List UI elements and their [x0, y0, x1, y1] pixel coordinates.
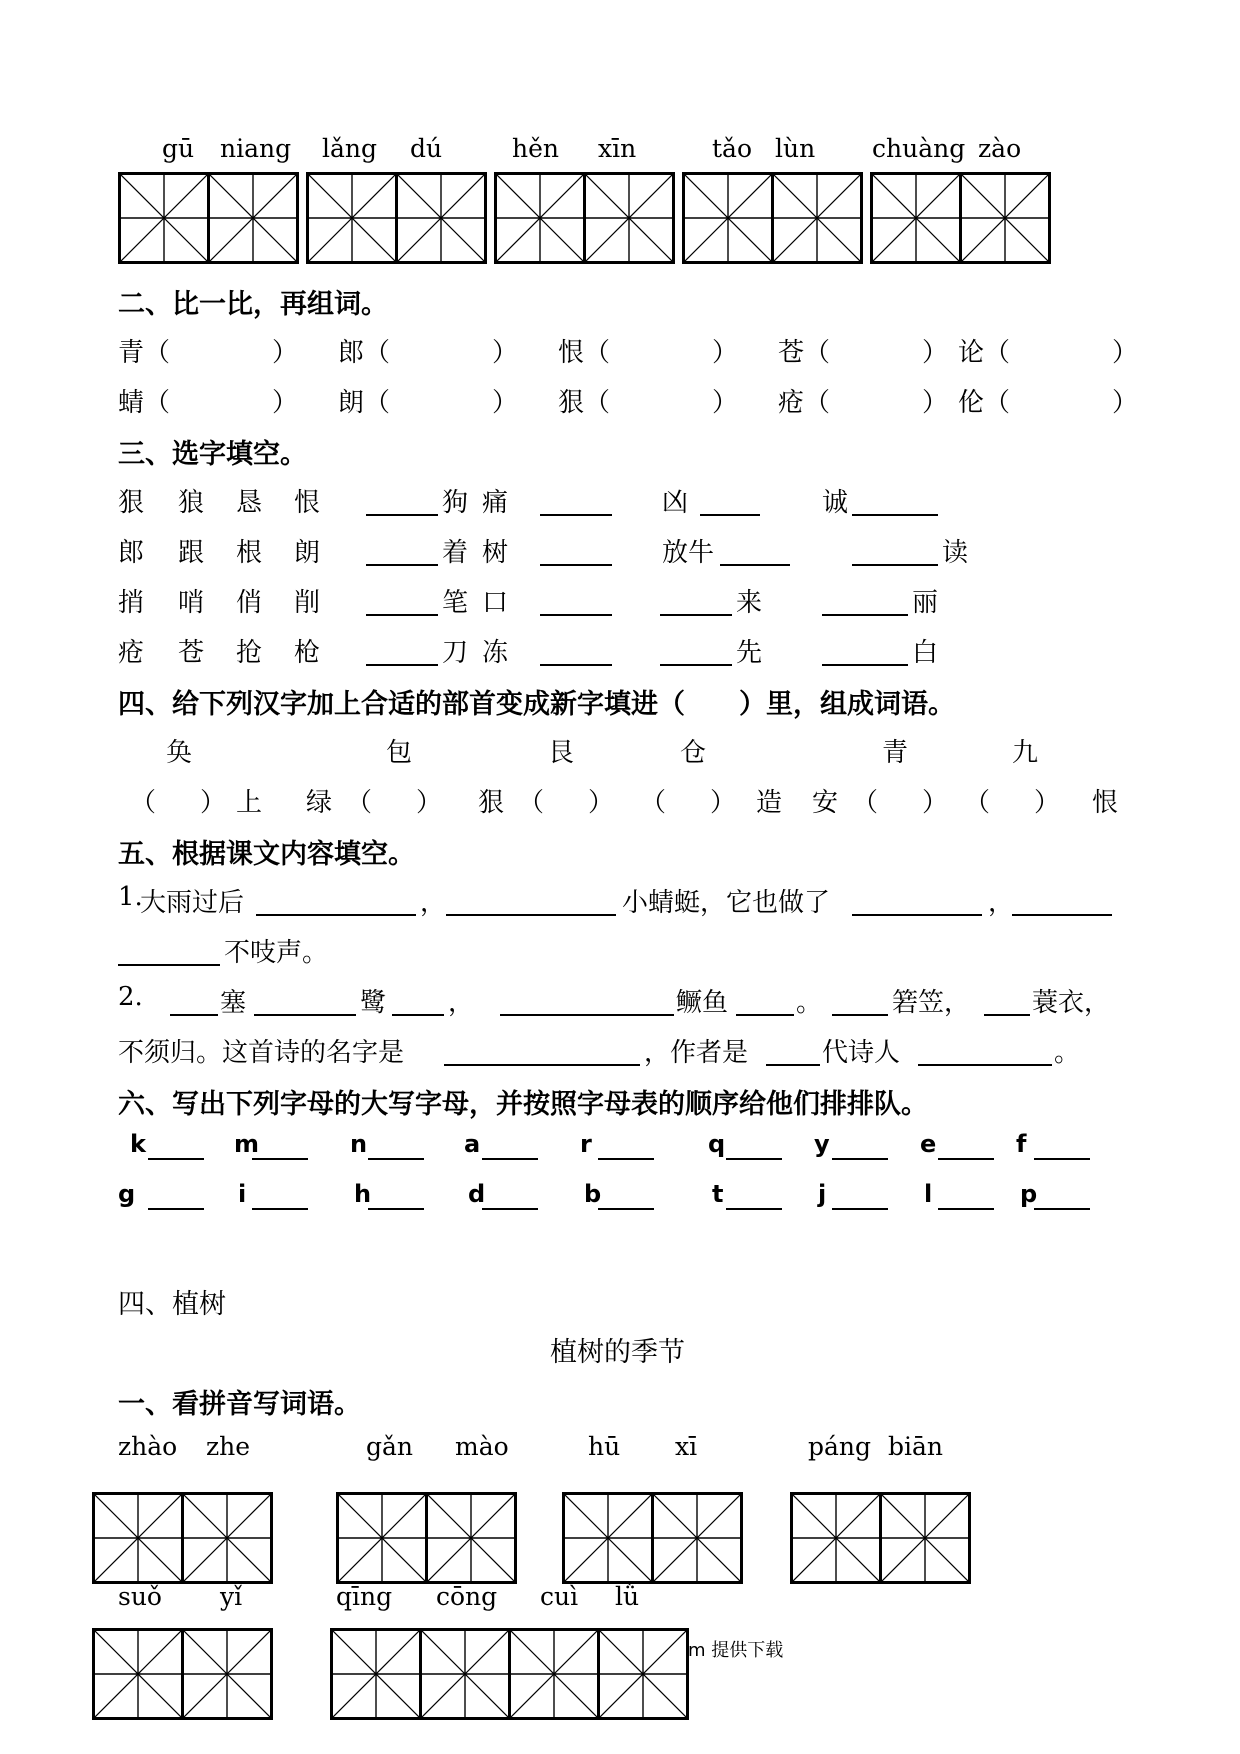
pinyin-syllable: xī [675, 1432, 698, 1461]
radical-word: 绿 [306, 788, 333, 818]
unit-char-box[interactable] [879, 1492, 971, 1584]
paren-close: ） [200, 788, 227, 818]
lowercase-letter: a [464, 1130, 481, 1158]
q2-blank-7[interactable] [984, 1014, 1030, 1016]
paren-open: （ [852, 788, 879, 818]
q2-blank-10[interactable] [918, 1064, 1052, 1066]
unit-char-box[interactable] [419, 1628, 511, 1720]
fill-word: 凶 [662, 488, 689, 518]
lowercase-letter: i [238, 1180, 247, 1208]
choice-char: 抢 [236, 638, 263, 668]
q1-blank-4[interactable] [1012, 914, 1112, 916]
base-char: 奂 [166, 738, 193, 768]
q2-blank-3[interactable] [392, 1014, 444, 1016]
unit-char-box[interactable] [508, 1628, 600, 1720]
pinyin-syllable: gū [162, 134, 195, 163]
pinyin-syllable: chuàng [872, 134, 966, 163]
paren-close: ） [710, 788, 737, 818]
fill-blank[interactable] [540, 564, 612, 566]
char-box[interactable] [870, 172, 962, 264]
fill-word: 读 [942, 538, 969, 568]
base-char: 九 [1012, 738, 1039, 768]
uppercase-blank[interactable] [598, 1208, 654, 1210]
pinyin-syllable: xīn [598, 134, 637, 163]
char-box[interactable] [959, 172, 1051, 264]
paren-open: （ [518, 788, 545, 818]
fill-word: 诚 [822, 488, 849, 518]
paren-close: ） [272, 388, 299, 418]
uppercase-blank[interactable] [368, 1208, 424, 1210]
fill-word: 冻 [482, 638, 509, 668]
section-4-heading: 四、给下列汉字加上合适的部首变成新字填进（ ）里，组成词语。 [118, 689, 955, 720]
paren-close: ） [922, 388, 949, 418]
radical-word: 安 [812, 788, 839, 818]
q1-text-3: 小蜻蜓，它也做了 [622, 888, 831, 918]
lowercase-letter: k [130, 1130, 146, 1158]
pinyin-syllable: cōng [436, 1582, 498, 1611]
fill-blank[interactable] [822, 664, 908, 666]
section-2-heading: 二、比一比，再组词。 [118, 289, 388, 320]
choice-char: 削 [294, 588, 321, 618]
radical-word: 造 [756, 788, 783, 818]
unit-char-box[interactable] [92, 1492, 184, 1584]
lowercase-letter: t [712, 1180, 724, 1208]
paren-close: ） [712, 388, 739, 418]
fill-blank[interactable] [366, 564, 438, 566]
choice-char: 朗 [294, 538, 321, 568]
char-box[interactable] [395, 172, 487, 264]
lowercase-letter: j [818, 1180, 827, 1208]
pinyin-syllable: niang [220, 134, 292, 163]
uppercase-blank[interactable] [482, 1208, 538, 1210]
word-char: 疮（ [778, 388, 831, 418]
unit-char-box[interactable] [597, 1628, 689, 1720]
lowercase-letter: p [1020, 1180, 1038, 1208]
paren-close: ） [272, 338, 299, 368]
pinyin-syllable: hěn [512, 134, 559, 163]
fill-blank[interactable] [366, 514, 438, 516]
lowercase-letter: y [814, 1130, 830, 1158]
choice-char: 根 [236, 538, 263, 568]
q2-text-10: 代诗人 [822, 1038, 901, 1068]
fill-word: 丽 [912, 588, 939, 618]
lowercase-letter: e [920, 1130, 937, 1158]
paren-close: ） [922, 788, 949, 818]
word-char: 狠（ [558, 388, 611, 418]
section-3-heading: 三、选字填空。 [118, 439, 307, 470]
q1-text-4: ， [988, 888, 1015, 918]
paren-close: ） [1112, 338, 1139, 368]
q2-blank-4[interactable] [500, 1014, 674, 1016]
unit-char-box[interactable] [790, 1492, 882, 1584]
fill-word: 着 [442, 538, 469, 568]
fill-word: 狗 [442, 488, 469, 518]
radical-word: 上 [236, 788, 263, 818]
unit-char-box[interactable] [562, 1492, 654, 1584]
q2-text-6: 箬笠， [892, 988, 971, 1018]
lowercase-letter: b [584, 1180, 602, 1208]
q1-blank-5[interactable] [118, 964, 220, 966]
q2-text-8: 不须归。这首诗的名字是 [118, 1038, 405, 1068]
choice-char: 捎 [118, 588, 145, 618]
pinyin-syllable: lùn [775, 134, 816, 163]
pinyin-syllable: hū [588, 1432, 621, 1461]
unit-char-box[interactable] [330, 1628, 422, 1720]
base-char: 青 [882, 738, 909, 768]
char-box[interactable] [494, 172, 586, 264]
q2-text-4: 鳜鱼 [676, 988, 729, 1018]
unit-char-box[interactable] [651, 1492, 743, 1584]
fill-blank[interactable] [660, 664, 732, 666]
section-5-heading: 五、根据课文内容填空。 [118, 839, 415, 870]
fill-blank[interactable] [540, 614, 612, 616]
choice-char: 恨 [294, 488, 321, 518]
fill-blank[interactable] [366, 614, 438, 616]
lowercase-letter: r [580, 1130, 592, 1158]
base-char: 艮 [548, 738, 575, 768]
base-char: 仓 [680, 738, 707, 768]
unit-char-box[interactable] [181, 1628, 273, 1720]
word-char: 苍（ [778, 338, 831, 368]
pinyin-syllable: qīng [336, 1582, 393, 1611]
lowercase-letter: g [118, 1180, 136, 1208]
fill-word: 笔 [442, 588, 469, 618]
lesson-sub-heading: 一、看拼音写词语。 [118, 1389, 361, 1420]
word-char: 恨（ [558, 338, 611, 368]
paren-close: ） [492, 338, 519, 368]
unit-char-box[interactable] [425, 1492, 517, 1584]
choice-char: 疮 [118, 638, 145, 668]
lowercase-letter: n [350, 1130, 368, 1158]
pinyin-syllable: zào [978, 134, 1022, 163]
q2-blank-6[interactable] [832, 1014, 888, 1016]
uppercase-blank[interactable] [832, 1208, 888, 1210]
paren-open: （ [640, 788, 667, 818]
unit-char-box[interactable] [181, 1492, 273, 1584]
word-char: 论（ [958, 338, 1011, 368]
q2-text-9: ，作者是 [644, 1038, 749, 1068]
q2-text-7: 蓑衣， [1032, 988, 1111, 1018]
pinyin-syllable: yǐ [220, 1582, 243, 1611]
uppercase-blank[interactable] [1034, 1208, 1090, 1210]
q2-text-5: 。 [796, 988, 823, 1018]
pinyin-syllable: lǎng [322, 134, 378, 163]
uppercase-blank[interactable] [938, 1158, 994, 1160]
char-box[interactable] [771, 172, 863, 264]
q2-blank-1[interactable] [170, 1014, 218, 1016]
paren-close: ） [492, 388, 519, 418]
pinyin-syllable: tǎo [712, 134, 753, 163]
q1-blank-2[interactable] [446, 914, 616, 916]
q2-text-2: 鹭 [360, 988, 387, 1018]
q1-number: 1. [118, 882, 143, 912]
q2-text-11: 。 [1054, 1038, 1081, 1068]
word-char: 朗（ [338, 388, 391, 418]
char-box[interactable] [207, 172, 299, 264]
q2-blank-2[interactable] [254, 1014, 356, 1016]
unit-heading: 四、植树 [118, 1289, 226, 1320]
word-char: 郎（ [338, 338, 391, 368]
paren-close: ） [712, 338, 739, 368]
fill-blank[interactable] [660, 614, 732, 616]
paren-close: ） [416, 788, 443, 818]
paren-close: ） [922, 338, 949, 368]
radical-word: 狠 [478, 788, 505, 818]
pinyin-syllable: mào [455, 1432, 509, 1461]
fill-word: 白 [912, 638, 939, 668]
fill-word: 来 [736, 588, 763, 618]
q2-number: 2. [118, 982, 143, 1012]
uppercase-blank[interactable] [832, 1158, 888, 1160]
uppercase-blank[interactable] [726, 1158, 782, 1160]
q1-text-5: 不吱声。 [224, 938, 329, 968]
q1-blank-3[interactable] [852, 914, 982, 916]
unit-char-box[interactable] [92, 1628, 184, 1720]
q2-blank-9[interactable] [766, 1064, 820, 1066]
char-box[interactable] [306, 172, 398, 264]
word-char: 蜻（ [118, 388, 171, 418]
paren-close: ） [1034, 788, 1061, 818]
uppercase-blank[interactable] [598, 1158, 654, 1160]
choice-char: 苍 [178, 638, 205, 668]
char-box[interactable] [583, 172, 675, 264]
uppercase-blank[interactable] [368, 1158, 424, 1160]
word-char: 伦（ [958, 388, 1011, 418]
paren-open: （ [964, 788, 991, 818]
choice-char: 俏 [236, 588, 263, 618]
choice-char: 枪 [294, 638, 321, 668]
uppercase-blank[interactable] [726, 1208, 782, 1210]
uppercase-blank[interactable] [482, 1158, 538, 1160]
choice-char: 狼 [178, 488, 205, 518]
fill-word: 放牛 [662, 538, 715, 568]
fill-blank[interactable] [540, 514, 612, 516]
pinyin-syllable: zhào [118, 1432, 178, 1461]
uppercase-blank[interactable] [148, 1158, 204, 1160]
fill-word: 口 [482, 588, 509, 618]
pinyin-syllable: páng [808, 1432, 872, 1461]
fill-blank[interactable] [852, 564, 938, 566]
word-char: 青（ [118, 338, 171, 368]
lowercase-letter: d [468, 1180, 486, 1208]
fill-blank[interactable] [852, 514, 938, 516]
pinyin-syllable: zhe [206, 1432, 251, 1461]
fill-word: 树 [482, 538, 509, 568]
q2-blank-5[interactable] [736, 1014, 794, 1016]
paren-close: ） [1112, 388, 1139, 418]
pinyin-syllable: suǒ [118, 1582, 162, 1611]
paren-open: （ [346, 788, 373, 818]
choice-char: 跟 [178, 538, 205, 568]
pinyin-syllable: cuì [540, 1582, 579, 1611]
char-box[interactable] [682, 172, 774, 264]
q2-text-1: 塞 [220, 988, 247, 1018]
uppercase-blank[interactable] [148, 1208, 204, 1210]
lowercase-letter: f [1016, 1130, 1027, 1158]
unit-char-box[interactable] [336, 1492, 428, 1584]
pinyin-syllable: gǎn [366, 1432, 414, 1461]
q1-blank-1[interactable] [256, 914, 416, 916]
uppercase-blank[interactable] [938, 1208, 994, 1210]
fill-blank[interactable] [366, 664, 438, 666]
fill-blank[interactable] [540, 664, 612, 666]
q1-text-1: 大雨过后 [140, 888, 245, 918]
choice-char: 恳 [236, 488, 263, 518]
q2-text-3: ， [448, 988, 475, 1018]
fill-word: 痛 [482, 488, 509, 518]
fill-word: 刀 [442, 638, 469, 668]
fill-blank[interactable] [720, 564, 790, 566]
lowercase-letter: q [708, 1130, 726, 1158]
footer-text: m 提供下载 [688, 1640, 784, 1661]
paren-open: （ [130, 788, 157, 818]
uppercase-blank[interactable] [1034, 1158, 1090, 1160]
q2-blank-8[interactable] [444, 1064, 640, 1066]
pinyin-syllable: biān [888, 1432, 944, 1461]
char-box[interactable] [118, 172, 210, 264]
base-char: 包 [386, 738, 413, 768]
fill-blank[interactable] [700, 514, 760, 516]
choice-char: 哨 [178, 588, 205, 618]
section-6-heading: 六、写出下列字母的大写字母，并按照字母表的顺序给他们排排队。 [118, 1089, 928, 1120]
uppercase-blank[interactable] [252, 1208, 308, 1210]
choice-char: 郎 [118, 538, 145, 568]
lowercase-letter: h [354, 1180, 372, 1208]
fill-word: 先 [736, 638, 763, 668]
pinyin-syllable: dú [410, 134, 443, 163]
q1-text-2: ， [420, 888, 447, 918]
lowercase-letter: l [924, 1180, 933, 1208]
lowercase-letter: m [234, 1130, 260, 1158]
paren-close: ） [588, 788, 615, 818]
pinyin-syllable: lǜ [615, 1582, 640, 1611]
lesson-title: 植树的季节 [550, 1337, 685, 1368]
uppercase-blank[interactable] [252, 1158, 308, 1160]
fill-blank[interactable] [822, 614, 908, 616]
choice-char: 狠 [118, 488, 145, 518]
radical-word: 恨 [1092, 788, 1119, 818]
